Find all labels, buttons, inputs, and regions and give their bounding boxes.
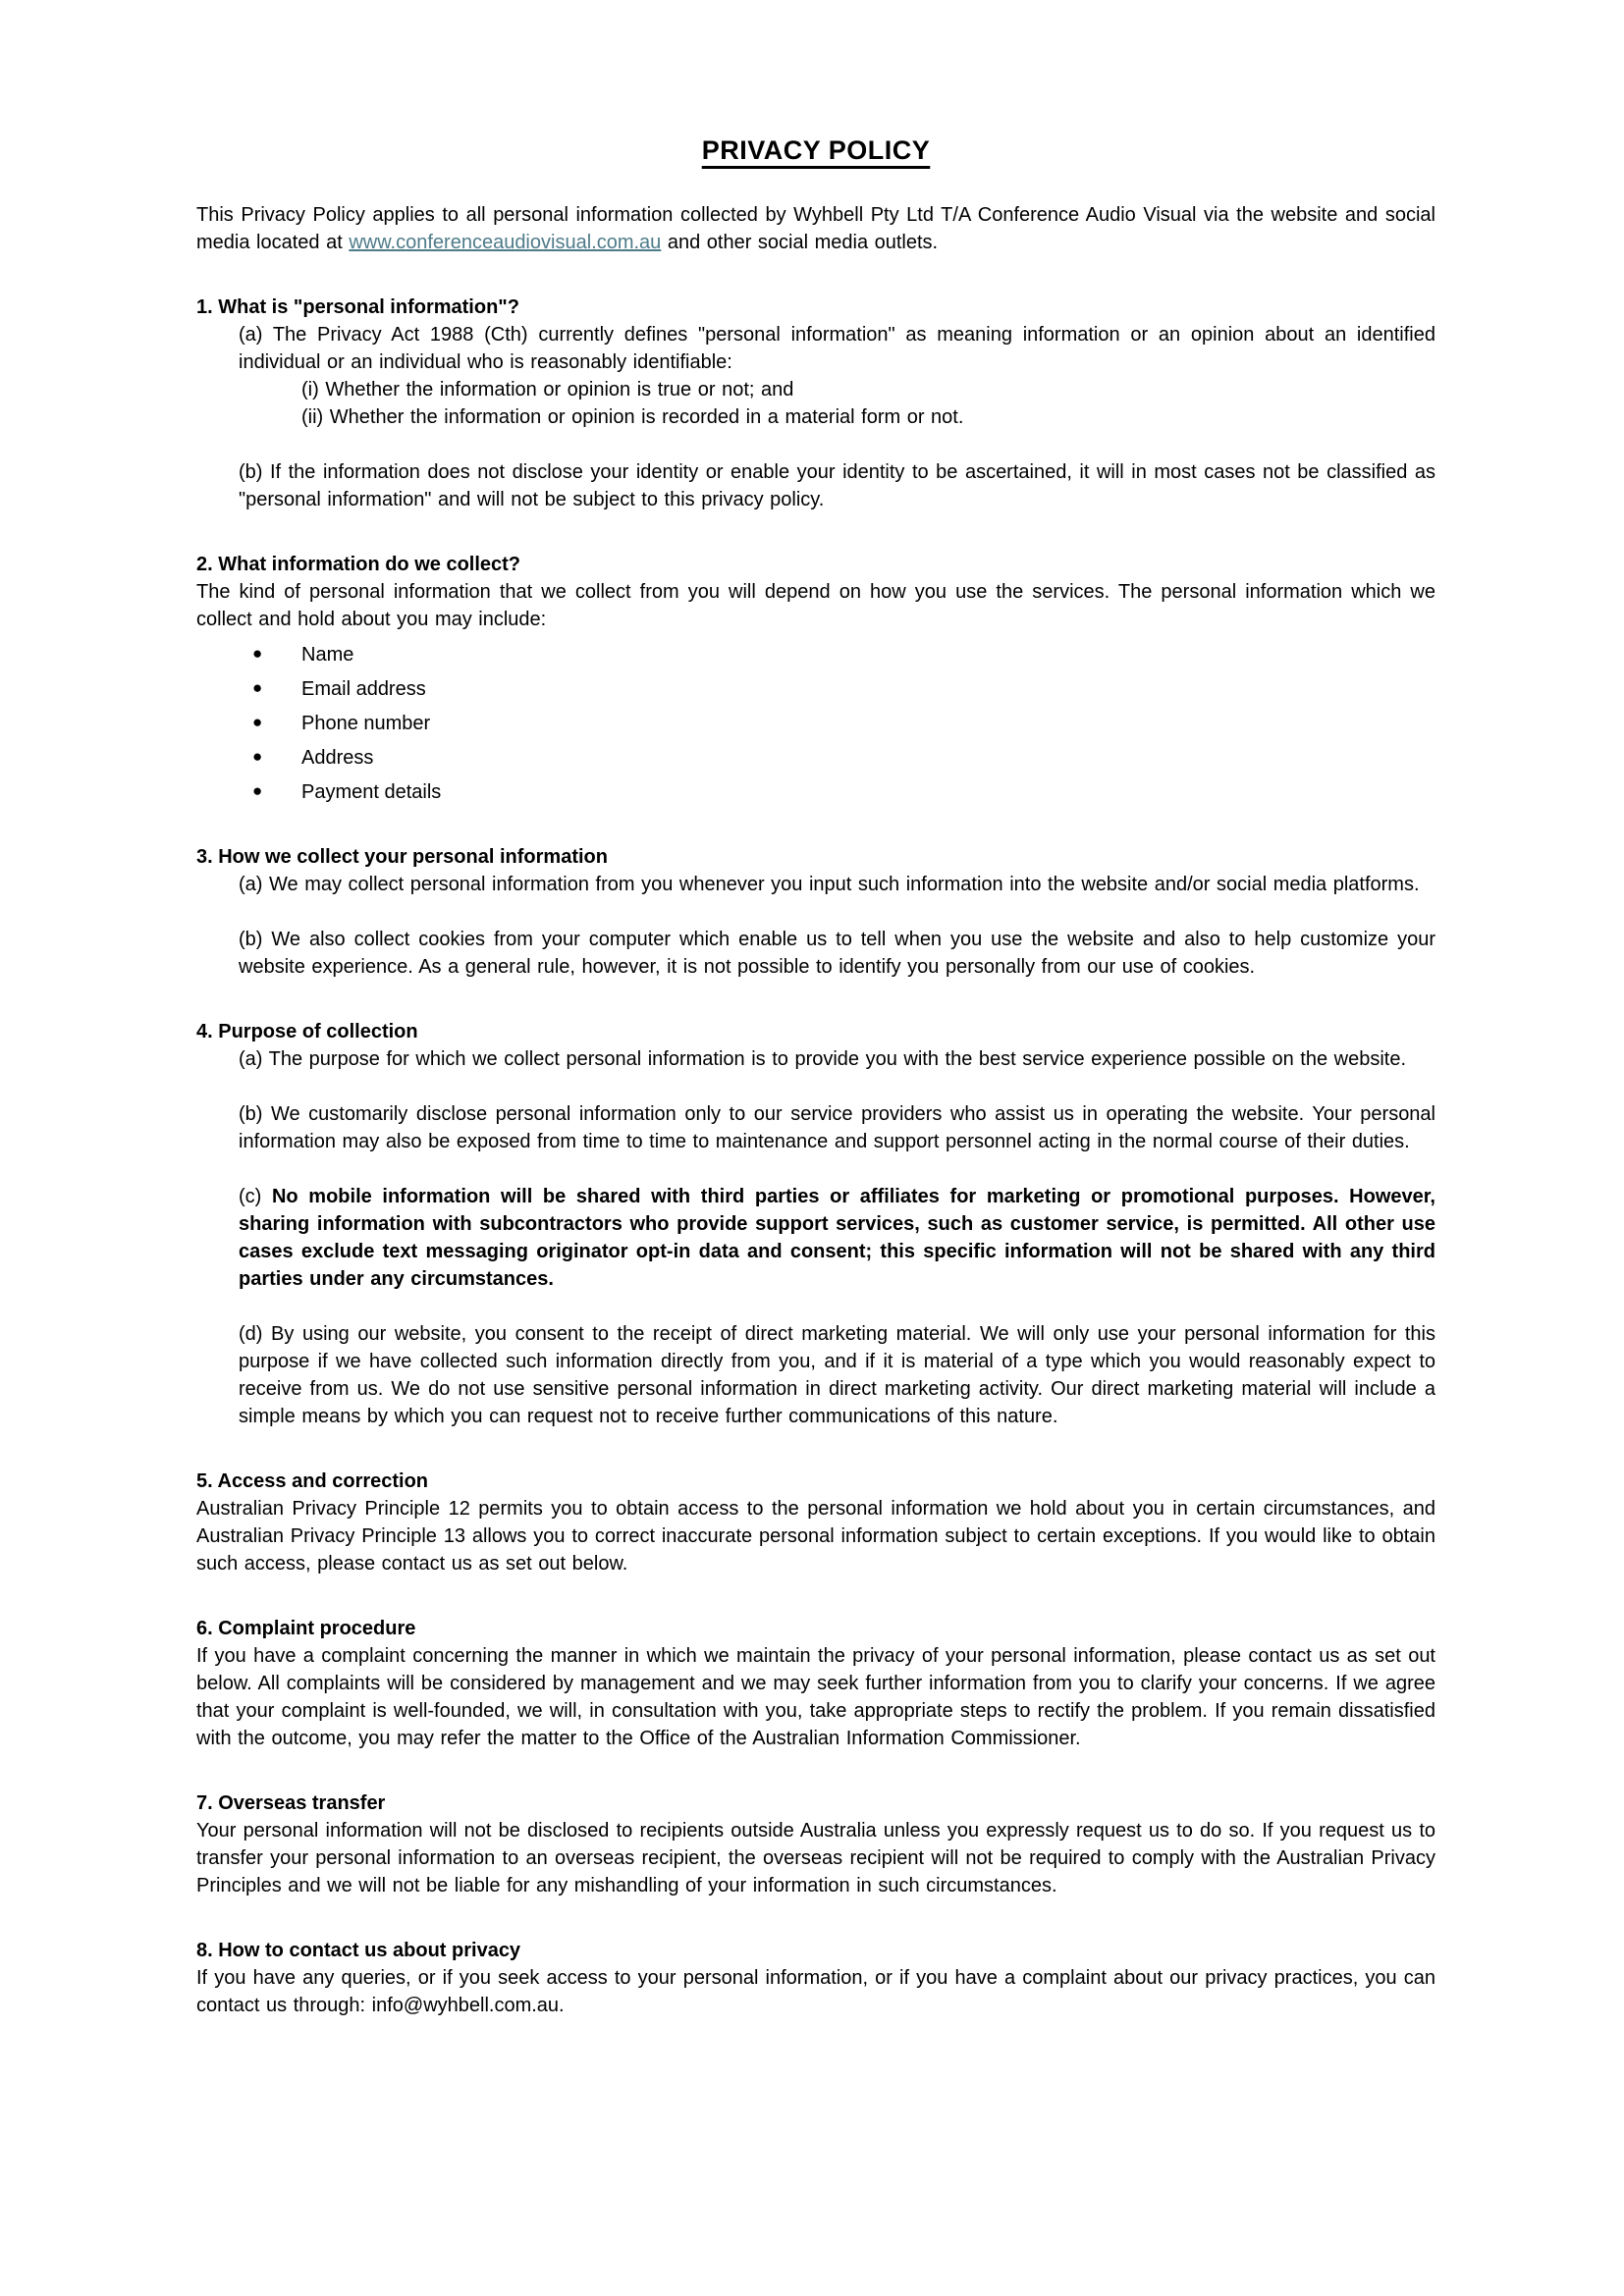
section-6-body: If you have a complaint concerning the manner in which we maintain the privacy of your personal information, please contact us as set out below. All complaints will be considered by management and we may seek further information from you to clarify your concerns. If we agree that your complaint is well-founded, we will, in consultation with you, take appropriate steps to rectify the problem. If you remain dissatisfied with the outcome, you may refer the matter to the Office of the Australian Information Commissioner. — [196, 1645, 1435, 1749]
section-5-body: Australian Privacy Principle 12 permits you to obtain access to the personal information we hold about you in certain circumstances, and Australian Privacy Principle 13 allows you to correct inaccurate personal information subject to certain exceptions. If you would like to obtain such access, please contact us as set out below. — [196, 1498, 1435, 1575]
section-3-para-a: (a) We may collect personal information from you whenever you input such information into the website and/or social media platforms. — [239, 874, 1420, 895]
list-item-phone — [196, 710, 1435, 737]
section-7-body: Your personal information will not be disclosed to recipients outside Australia unless you expressly request us to do so. If you request us to transfer your personal information to an overseas recipient, the overseas recipient will not be required to comply with the Australian Privacy Principles and we will not be liable for any mishandling of your information in such circumstances. — [196, 1820, 1435, 1896]
section-personal-information — [196, 294, 1435, 513]
section-1-item-ii: (ii) Whether the information or opinion is recorded in a material form or not. — [301, 406, 964, 428]
list-item-name — [196, 641, 1435, 668]
section-8-body: If you have any queries, or if you seek access to your personal information, or if you have a complaint about our privacy practices, you can contact us through: info@wyhbell.com.au. — [196, 1967, 1435, 2016]
section-contact-us — [196, 1937, 1435, 2019]
section-5-heading: 5. Access and correction — [196, 1470, 429, 1492]
list-item-label: Phone number — [301, 713, 431, 734]
section-7-heading: 7. Overseas transfer — [196, 1792, 386, 1814]
list-item-label: Name — [301, 644, 354, 666]
section-8-heading: 8. How to contact us about privacy — [196, 1940, 521, 1961]
list-item-label: Address — [301, 747, 374, 769]
list-item-label: Payment details — [301, 781, 442, 803]
section-1-para-a: (a) The Privacy Act 1988 (Cth) currently defines "personal information" as meaning information or an opinion about an identified individual or an individual who is reasonably identifiable: — [239, 324, 1435, 373]
section-access-and-correction — [196, 1468, 1435, 1577]
section-1-heading: 1. What is "personal information"? — [196, 296, 519, 318]
collected-information-list — [196, 641, 1435, 806]
section-2-heading: 2. What information do we collect? — [196, 554, 521, 575]
section-3-heading: 3. How we collect your personal information — [196, 846, 608, 868]
list-item-label: Email address — [301, 678, 426, 700]
section-4-para-a: (a) The purpose for which we collect personal information is to provide you with the best service experience possible on the website. — [239, 1048, 1407, 1070]
section-complaint-procedure — [196, 1615, 1435, 1752]
section-4-para-c — [239, 1183, 1435, 1293]
section-4-para-d: (d) By using our website, you consent to the receipt of direct marketing material. We will only use your personal information for this purpose if we have collected such information directly from you, and if it is material of a type which you would reasonably expect to receive from us. We do not use sensitive personal information in direct marketing activity. Our direct marketing material will include a simple means by which you can request not to receive further communications of this nature. — [239, 1323, 1435, 1427]
section-4-para-c-label: (c) — [239, 1186, 272, 1207]
page-title — [196, 135, 1435, 166]
bullet-icon: ● — [252, 781, 263, 800]
intro-text-after-link: and other social media outlets. — [661, 232, 939, 253]
section-4-heading: 4. Purpose of collection — [196, 1021, 418, 1042]
intro-text-before-link: This Privacy Policy applies to all personal information collected by Wyhbell Pty Ltd T/A Conference Audio Visual via the website and social media located at — [196, 204, 1435, 253]
section-purpose-of-collection — [196, 1018, 1435, 1430]
list-item-payment — [196, 778, 1435, 806]
section-how-we-collect — [196, 843, 1435, 981]
bullet-icon: ● — [252, 644, 263, 663]
list-item-address — [196, 744, 1435, 772]
bullet-icon: ● — [252, 678, 263, 697]
page-title-text: PRIVACY POLICY — [701, 135, 931, 165]
section-6-heading: 6. Complaint procedure — [196, 1618, 416, 1639]
section-3-para-b: (b) We also collect cookies from your computer which enable us to tell when you use the website and also to help customize your website experience. As a general rule, however, it is not possible to identify you personally from our use of cookies. — [239, 929, 1435, 978]
website-link[interactable]: www.conferenceaudiovisual.com.au — [349, 232, 662, 253]
section-1-para-b: (b) If the information does not disclose your identity or enable your identity to be ascertained, it will in most cases not be classified as "personal information" and will not be subject to this privacy policy. — [239, 461, 1435, 510]
list-item-email — [196, 675, 1435, 703]
section-2-body: The kind of personal information that we collect from you will depend on how you use the services. The personal information which we collect and hold about you may include: — [196, 581, 1435, 630]
section-4-para-c-bold-text: No mobile information will be shared with third parties or affiliates for marketing or promotional purposes. However, sharing information with subcontractors who provide support services, such as customer service, is permitted. All other use cases exclude text messaging originator opt-in data and consent; this specific information will not be shared with any third parties under any circumstances. — [239, 1186, 1435, 1290]
intro-paragraph — [196, 201, 1435, 256]
bullet-icon: ● — [252, 747, 263, 766]
section-information-collected — [196, 551, 1435, 806]
bullet-icon: ● — [252, 713, 263, 731]
section-4-para-b: (b) We customarily disclose personal information only to our service providers who assist us in operating the website. Your personal information may also be exposed from time to time to maintenance and support personnel acting in the normal course of their duties. — [239, 1103, 1435, 1152]
section-overseas-transfer — [196, 1789, 1435, 1899]
section-1-item-i: (i) Whether the information or opinion is true or not; and — [301, 379, 794, 400]
